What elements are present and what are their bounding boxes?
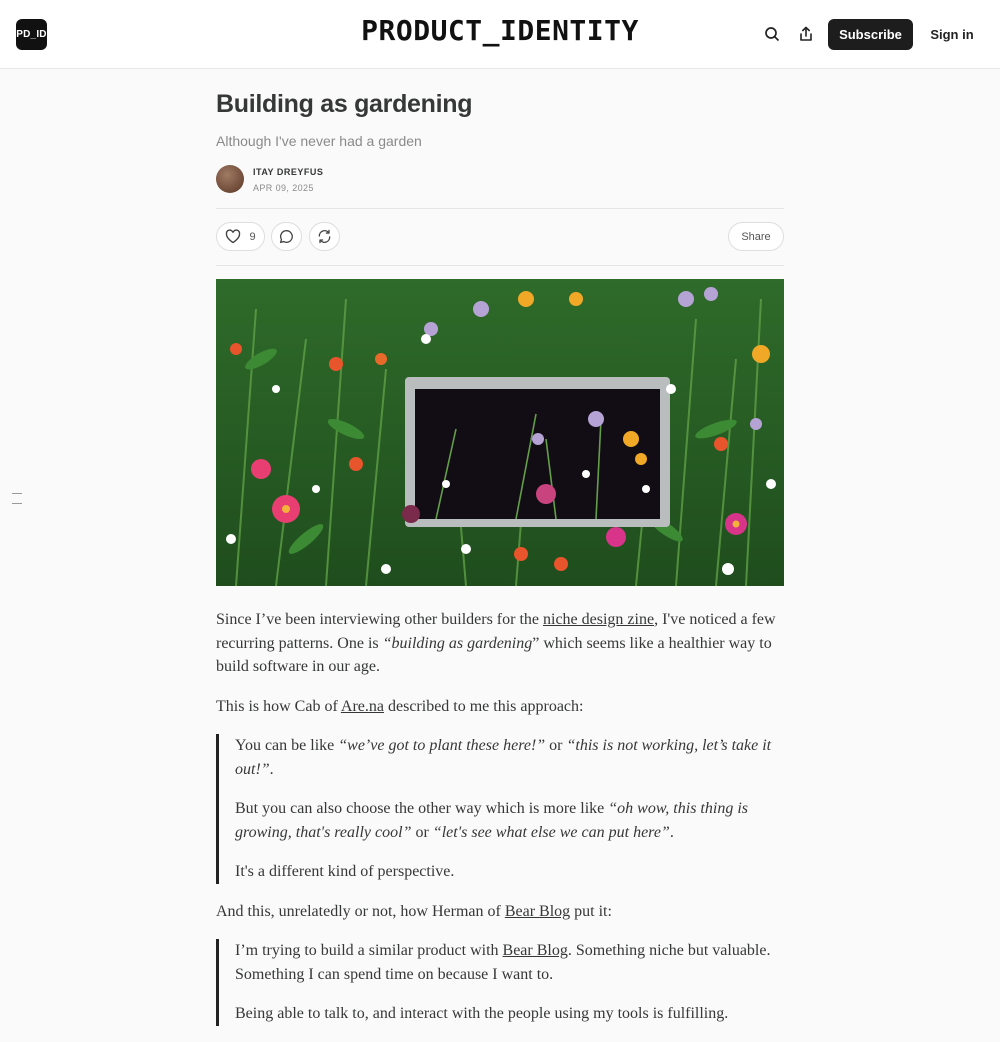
arena-link[interactable]: Are.na [340, 697, 384, 715]
article-body [216, 608, 784, 1026]
hero-image [216, 279, 784, 586]
heart-icon [225, 229, 241, 244]
publication-title[interactable]: PRODUCT_IDENTITY [361, 14, 639, 47]
paragraph: And this, unrelatedly or not, how Herman of Bear Blog put it: [216, 902, 612, 920]
flower-monitor-illustration [216, 279, 784, 586]
quote-paragraph: It's a different kind of perspective. [235, 863, 455, 880]
top-bar [0, 0, 1000, 69]
byline [216, 165, 784, 195]
bear-blog-link[interactable]: Bear Blog [502, 942, 568, 959]
blockquote [216, 734, 784, 884]
post-title: Building as gardening [216, 90, 473, 118]
restack-button[interactable] [309, 222, 340, 251]
post-subtitle: Although I've never had a garden [216, 133, 422, 149]
share-button[interactable]: Share [728, 222, 784, 251]
like-button[interactable] [216, 222, 265, 251]
quote-paragraph: Being able to talk to, and interact with the people using my tools is fulfilling. [235, 1005, 729, 1022]
sidebar-toggle[interactable] [12, 493, 22, 513]
article [216, 90, 784, 1042]
paragraph: This is how Cab of Are.na described to me this approach: [216, 697, 584, 715]
author-avatar[interactable] [216, 165, 244, 193]
quote-paragraph: But you can also choose the other way which is more like “oh wow, this thing is growing, that's really cool” or “let's see what else we can put here”. [235, 800, 748, 841]
search-icon[interactable] [760, 22, 784, 46]
comment-button[interactable] [271, 222, 302, 251]
sign-in-link[interactable]: Sign in [930, 27, 974, 42]
restack-icon [317, 229, 332, 244]
quote-paragraph: You can be like “we’ve got to plant these here!” or “this is not working, let’s take it out!”. [235, 737, 772, 778]
post-actions [216, 208, 784, 266]
author-name[interactable]: ITAY DREYFUS [253, 167, 324, 177]
share-icon[interactable] [794, 22, 818, 46]
paragraph: Since I’ve been interviewing other builders for the niche design zine, I've noticed a few recurring patterns. One is “building as gardening” which seems like a healthier way to build software in our age. [216, 611, 776, 675]
quote-paragraph: I’m trying to build a similar product with Bear Blog. Something niche but valuable. Something I can spend time on because I want to. [235, 942, 771, 983]
like-count: 9 [249, 230, 256, 243]
blockquote [216, 939, 784, 1026]
bear-blog-link[interactable]: Bear Blog [504, 902, 571, 920]
logo-badge[interactable]: PD_ID [16, 19, 47, 50]
subscribe-button[interactable]: Subscribe [828, 19, 913, 50]
comment-icon [279, 229, 294, 244]
post-date: APR 09, 2025 [253, 183, 314, 193]
niche-design-zine-link[interactable]: niche design zine [543, 611, 655, 628]
